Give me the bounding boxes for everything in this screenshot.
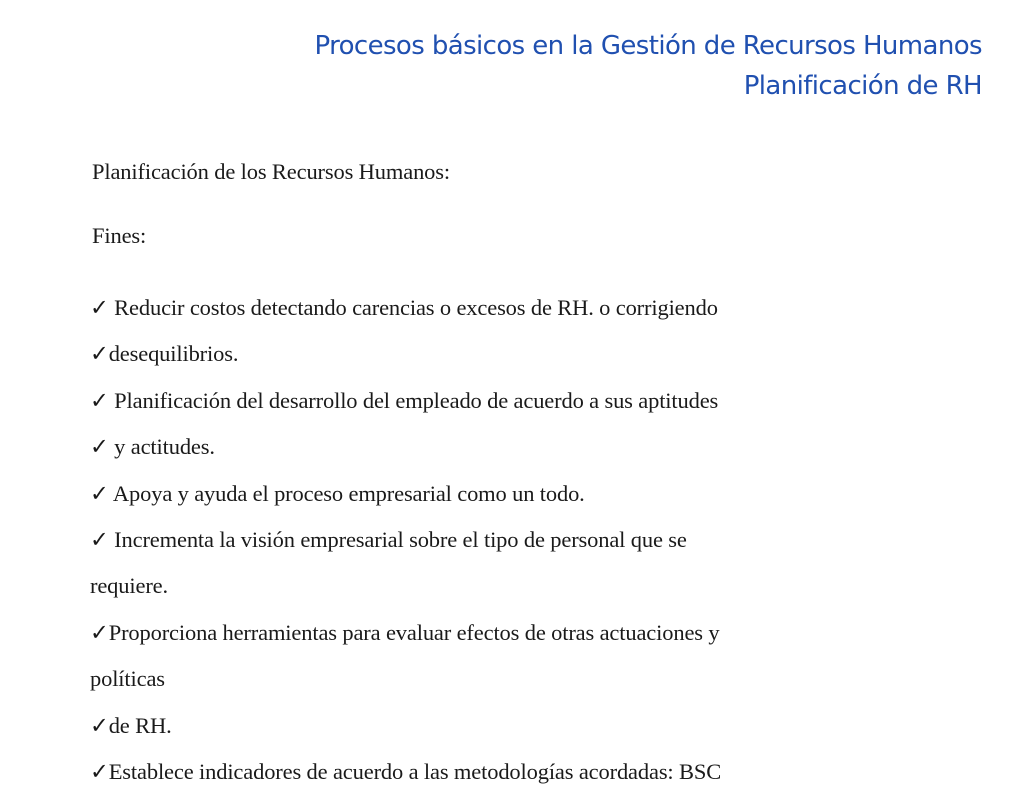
- list-item: ✓Proporciona herramientas para evaluar efectos de otras actuaciones y: [90, 619, 720, 645]
- list-item: requiere.: [90, 573, 168, 599]
- slide-title: [314, 26, 982, 106]
- list-item: ✓ Apoya y ayuda el proceso empresarial como un todo.: [90, 480, 585, 506]
- list-item: ✓ Reducir costos detectando carencias o excesos de RH. o corrigiendo: [90, 295, 718, 320]
- section-heading: Planificación de los Recursos Humanos:: [92, 159, 450, 184]
- list-item: ✓desequilibrios.: [90, 341, 239, 367]
- list-item: ✓ y actitudes.: [90, 434, 215, 460]
- list-item: ✓de RH.: [90, 712, 172, 738]
- list-item: ✓ Planificación del desarrollo del empleado de acuerdo a sus aptitudes: [90, 387, 719, 413]
- fines-label: Fines:: [92, 223, 147, 248]
- title-line-1: Procesos básicos en la Gestión de Recursos Humanos: [314, 31, 982, 61]
- fines-list: [90, 285, 721, 795]
- list-item: políticas: [90, 666, 165, 692]
- list-item: ✓Establece indicadores de acuerdo a las metodologías acordadas: BSC: [90, 758, 722, 784]
- title-line-2: Planificación de RH: [743, 71, 982, 101]
- list-item: ✓ Incrementa la visión empresarial sobre el tipo de personal que se: [90, 526, 687, 552]
- slide-content: [92, 155, 723, 795]
